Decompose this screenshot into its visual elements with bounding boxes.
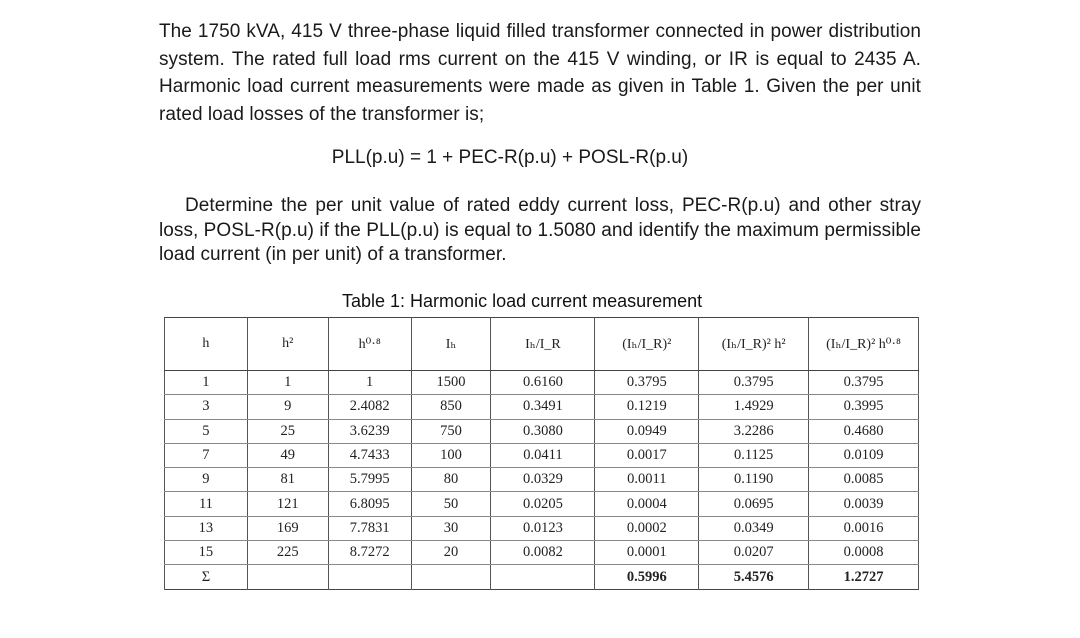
cell-h-0.8: 1 — [328, 371, 411, 395]
intro-paragraph: The 1750 kVA, 415 V three-phase liquid filled transformer connected in power distribution system. The rated full load rms current on the 415 V winding, or IR is equal to 2435 A. Harmonic load current measurements were made as given in Table 1. Given the per unit rated load losses of the transformer is; — [159, 21, 921, 125]
cell-h: 5 — [165, 419, 248, 443]
cell-ih-ir-squared-h08: 0.0085 — [809, 468, 919, 492]
cell-ih-ir-squared: 0.0011 — [595, 468, 699, 492]
sum-h-squared — [247, 565, 328, 589]
cell-h: 1 — [165, 371, 248, 395]
cell-h-squared: 1 — [247, 371, 328, 395]
table-row — [165, 516, 919, 540]
cell-h-0.8: 5.7995 — [328, 468, 411, 492]
table-row — [165, 395, 919, 419]
cell-ih-ir-squared-h2: 3.2286 — [699, 419, 809, 443]
cell-ih: 750 — [411, 419, 491, 443]
question-paragraph: Determine the per unit value of rated eddy current loss, PEC-R(p.u) and other stray loss, POSL-R(p.u) if the PLL(p.u) is equal to 1.5080 and identify the maximum permissible load current (in per unit) of a transformer. — [159, 195, 921, 265]
cell-h: 11 — [165, 492, 248, 516]
cell-h-squared: 121 — [247, 492, 328, 516]
cell-ih-ir: 0.0123 — [491, 516, 595, 540]
table-row — [165, 443, 919, 467]
cell-ih-ir-squared: 0.0017 — [595, 443, 699, 467]
table-row — [165, 371, 919, 395]
table-row — [165, 419, 919, 443]
table-sum-row — [165, 565, 919, 589]
table-header-row — [165, 318, 919, 371]
sum-ih-ir — [491, 565, 595, 589]
cell-ih-ir: 0.0411 — [491, 443, 595, 467]
sum-ih-ir-squared-h2: 5.4576 — [699, 565, 809, 589]
header-h-squared: h² — [247, 318, 328, 371]
table-row — [165, 468, 919, 492]
cell-ih-ir: 0.6160 — [491, 371, 595, 395]
cell-ih-ir: 0.0329 — [491, 468, 595, 492]
cell-h: 15 — [165, 541, 248, 565]
cell-h-squared: 49 — [247, 443, 328, 467]
header-ih-ir-squared: (Iₕ/I_R)² — [595, 318, 699, 371]
table-row — [165, 541, 919, 565]
cell-ih-ir-squared: 0.3795 — [595, 371, 699, 395]
cell-h-squared: 81 — [247, 468, 328, 492]
header-ih-ir: Iₕ/I_R — [491, 318, 595, 371]
cell-h: 13 — [165, 516, 248, 540]
cell-h-0.8: 8.7272 — [328, 541, 411, 565]
formula — [0, 147, 1080, 169]
table-row — [165, 492, 919, 516]
cell-ih-ir-squared: 0.0949 — [595, 419, 699, 443]
harmonic-table — [164, 317, 919, 590]
sum-ih — [411, 565, 491, 589]
cell-h-squared: 9 — [247, 395, 328, 419]
header-ih-ir-squared-h08: (Iₕ/I_R)² h⁰·⁸ — [809, 318, 919, 371]
cell-ih-ir-squared: 0.0001 — [595, 541, 699, 565]
header-h-0.8: h⁰·⁸ — [328, 318, 411, 371]
sum-symbol: Σ — [165, 565, 248, 589]
cell-ih-ir-squared: 0.1219 — [595, 395, 699, 419]
cell-ih-ir: 0.0205 — [491, 492, 595, 516]
cell-ih-ir-squared-h2: 0.0695 — [699, 492, 809, 516]
table-caption: Table 1: Harmonic load current measurement — [342, 291, 703, 311]
cell-h: 3 — [165, 395, 248, 419]
cell-h-squared: 169 — [247, 516, 328, 540]
header-h: h — [165, 318, 248, 371]
cell-h-0.8: 2.4082 — [328, 395, 411, 419]
cell-ih-ir-squared-h08: 0.3995 — [809, 395, 919, 419]
cell-ih-ir: 0.0082 — [491, 541, 595, 565]
formula-text: PLL(p.u) = 1 + PEC-R(p.u) + POSL-R(p.u) — [331, 147, 689, 168]
sum-h-0.8 — [328, 565, 411, 589]
cell-ih-ir: 0.3491 — [491, 395, 595, 419]
cell-ih-ir-squared-h08: 0.0039 — [809, 492, 919, 516]
cell-h-squared: 225 — [247, 541, 328, 565]
cell-ih: 50 — [411, 492, 491, 516]
cell-ih-ir-squared-h2: 0.1125 — [699, 443, 809, 467]
header-ih: Iₕ — [411, 318, 491, 371]
sum-ih-ir-squared: 0.5996 — [595, 565, 699, 589]
cell-ih-ir-squared-h08: 0.4680 — [809, 419, 919, 443]
cell-ih-ir: 0.3080 — [491, 419, 595, 443]
cell-ih-ir-squared-h2: 1.4929 — [699, 395, 809, 419]
cell-ih-ir-squared-h2: 0.3795 — [699, 371, 809, 395]
cell-ih: 850 — [411, 395, 491, 419]
cell-h-0.8: 7.7831 — [328, 516, 411, 540]
header-ih-ir-squared-h2: (Iₕ/I_R)² h² — [699, 318, 809, 371]
cell-ih: 100 — [411, 443, 491, 467]
cell-ih: 30 — [411, 516, 491, 540]
cell-h: 9 — [165, 468, 248, 492]
cell-ih-ir-squared-h08: 0.0109 — [809, 443, 919, 467]
cell-ih-ir-squared-h08: 0.0016 — [809, 516, 919, 540]
sum-ih-ir-squared-h08: 1.2727 — [809, 565, 919, 589]
cell-ih-ir-squared-h08: 0.0008 — [809, 541, 919, 565]
cell-h-0.8: 3.6239 — [328, 419, 411, 443]
cell-ih-ir-squared: 0.0004 — [595, 492, 699, 516]
cell-ih: 80 — [411, 468, 491, 492]
cell-ih-ir-squared-h2: 0.1190 — [699, 468, 809, 492]
cell-h-0.8: 6.8095 — [328, 492, 411, 516]
cell-h-0.8: 4.7433 — [328, 443, 411, 467]
cell-h: 7 — [165, 443, 248, 467]
cell-ih-ir-squared-h2: 0.0349 — [699, 516, 809, 540]
cell-ih: 20 — [411, 541, 491, 565]
cell-ih-ir-squared-h2: 0.0207 — [699, 541, 809, 565]
cell-ih-ir-squared-h08: 0.3795 — [809, 371, 919, 395]
cell-h-squared: 25 — [247, 419, 328, 443]
cell-ih-ir-squared: 0.0002 — [595, 516, 699, 540]
cell-ih: 1500 — [411, 371, 491, 395]
